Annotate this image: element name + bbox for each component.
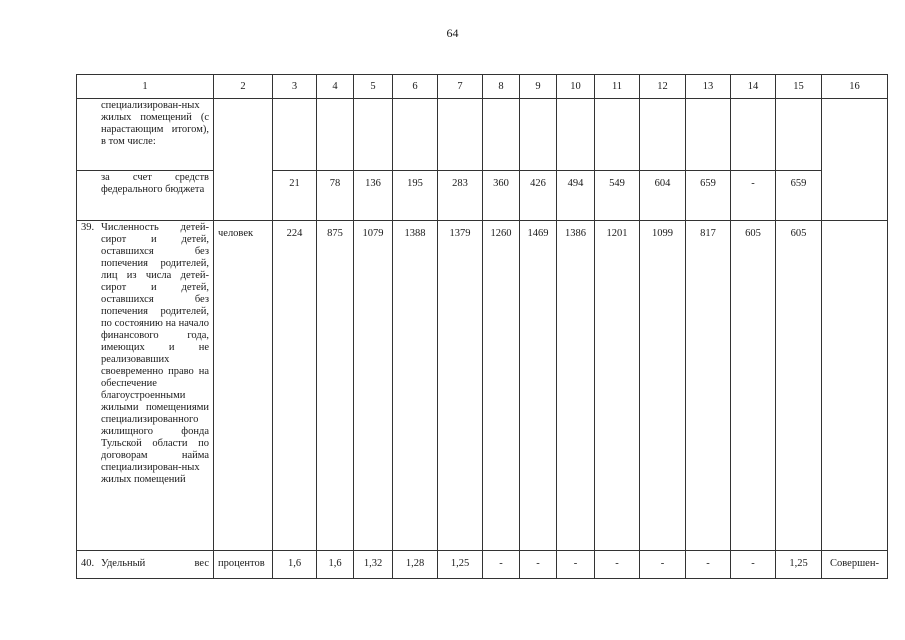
header-cell: 5 xyxy=(354,75,393,99)
value-cell: 549 xyxy=(595,171,640,221)
value-cell xyxy=(520,99,557,171)
row-label: за счет средств федерального бюджета xyxy=(101,172,209,195)
value-cell: 605 xyxy=(776,221,822,551)
note-cell xyxy=(822,221,888,551)
value-cell: 604 xyxy=(640,171,686,221)
value-cell xyxy=(640,99,686,171)
value-cell xyxy=(776,99,822,171)
row-number: 39. xyxy=(81,222,95,233)
value-cell: - xyxy=(731,551,776,579)
row-label: Численность детей-сирот и детей, оставшихся без попечения родителей, лиц из числа детей-сирот и детей, оставшихся без попечения родителей, по состоянию на начало финансового года, имеющих и не реализовавших своевременно право на обеспечение благоустроенными жилыми помещениями специализированного жилищного фонда Тульской области по договорам найма специализирован-ных жилых помещений xyxy=(101,222,209,485)
value-cell: 224 xyxy=(273,221,317,551)
value-cell: 1,6 xyxy=(317,551,354,579)
table-row xyxy=(77,221,888,551)
value-cell: 283 xyxy=(438,171,483,221)
note-cell: Совершен- xyxy=(822,551,888,579)
value-cell xyxy=(557,99,595,171)
indicator-cell xyxy=(77,221,214,551)
header-cell: 15 xyxy=(776,75,822,99)
unit-cell xyxy=(214,99,273,221)
header-cell: 11 xyxy=(595,75,640,99)
unit-cell: процентов xyxy=(214,551,273,579)
value-cell: 1201 xyxy=(595,221,640,551)
value-cell: 1379 xyxy=(438,221,483,551)
value-cell xyxy=(731,99,776,171)
value-cell: 1099 xyxy=(640,221,686,551)
table-row xyxy=(77,551,888,579)
value-cell: - xyxy=(731,171,776,221)
value-cell: - xyxy=(595,551,640,579)
indicators-table xyxy=(76,74,888,579)
indicator-cell xyxy=(77,99,214,171)
value-cell: - xyxy=(557,551,595,579)
value-cell xyxy=(317,99,354,171)
value-cell: 78 xyxy=(317,171,354,221)
value-cell xyxy=(686,99,731,171)
value-cell: 1386 xyxy=(557,221,595,551)
value-cell: 1079 xyxy=(354,221,393,551)
indicator-cell xyxy=(77,551,214,579)
value-cell: - xyxy=(483,551,520,579)
value-cell: 195 xyxy=(393,171,438,221)
value-cell: 136 xyxy=(354,171,393,221)
value-cell: 1260 xyxy=(483,221,520,551)
header-cell: 9 xyxy=(520,75,557,99)
value-cell: 659 xyxy=(776,171,822,221)
header-row xyxy=(77,75,888,99)
header-cell: 6 xyxy=(393,75,438,99)
row-label: специализирован-ных жилых помещений (с нарастающим итогом), в том числе: xyxy=(101,100,209,147)
header-cell: 2 xyxy=(214,75,273,99)
value-cell: 1388 xyxy=(393,221,438,551)
value-cell: - xyxy=(520,551,557,579)
value-cell xyxy=(354,99,393,171)
value-cell: 360 xyxy=(483,171,520,221)
value-cell xyxy=(595,99,640,171)
value-cell: 1,25 xyxy=(776,551,822,579)
table-row xyxy=(77,99,888,171)
value-cell: 1,25 xyxy=(438,551,483,579)
value-cell: 875 xyxy=(317,221,354,551)
value-cell: 1,28 xyxy=(393,551,438,579)
value-cell xyxy=(393,99,438,171)
header-cell: 10 xyxy=(557,75,595,99)
value-cell: 426 xyxy=(520,171,557,221)
value-cell: 1469 xyxy=(520,221,557,551)
value-cell: 817 xyxy=(686,221,731,551)
row-label: Удельный вес xyxy=(101,558,209,569)
header-cell: 12 xyxy=(640,75,686,99)
indicator-cell xyxy=(77,171,214,221)
header-cell: 4 xyxy=(317,75,354,99)
value-cell xyxy=(483,99,520,171)
value-cell: 659 xyxy=(686,171,731,221)
value-cell: - xyxy=(686,551,731,579)
value-cell: 1,6 xyxy=(273,551,317,579)
header-cell: 13 xyxy=(686,75,731,99)
value-cell: - xyxy=(640,551,686,579)
value-cell xyxy=(438,99,483,171)
value-cell: 605 xyxy=(731,221,776,551)
row-number: 40. xyxy=(81,558,95,569)
header-cell: 8 xyxy=(483,75,520,99)
header-cell: 7 xyxy=(438,75,483,99)
header-cell: 3 xyxy=(273,75,317,99)
value-cell: 1,32 xyxy=(354,551,393,579)
page-number: 64 xyxy=(446,26,459,40)
unit-cell: человек xyxy=(214,221,273,551)
header-cell: 14 xyxy=(731,75,776,99)
header-cell: 16 xyxy=(822,75,888,99)
value-cell: 494 xyxy=(557,171,595,221)
note-cell xyxy=(822,99,888,221)
header-cell: 1 xyxy=(77,75,214,99)
value-cell: 21 xyxy=(273,171,317,221)
value-cell xyxy=(273,99,317,171)
table-row xyxy=(77,171,888,221)
